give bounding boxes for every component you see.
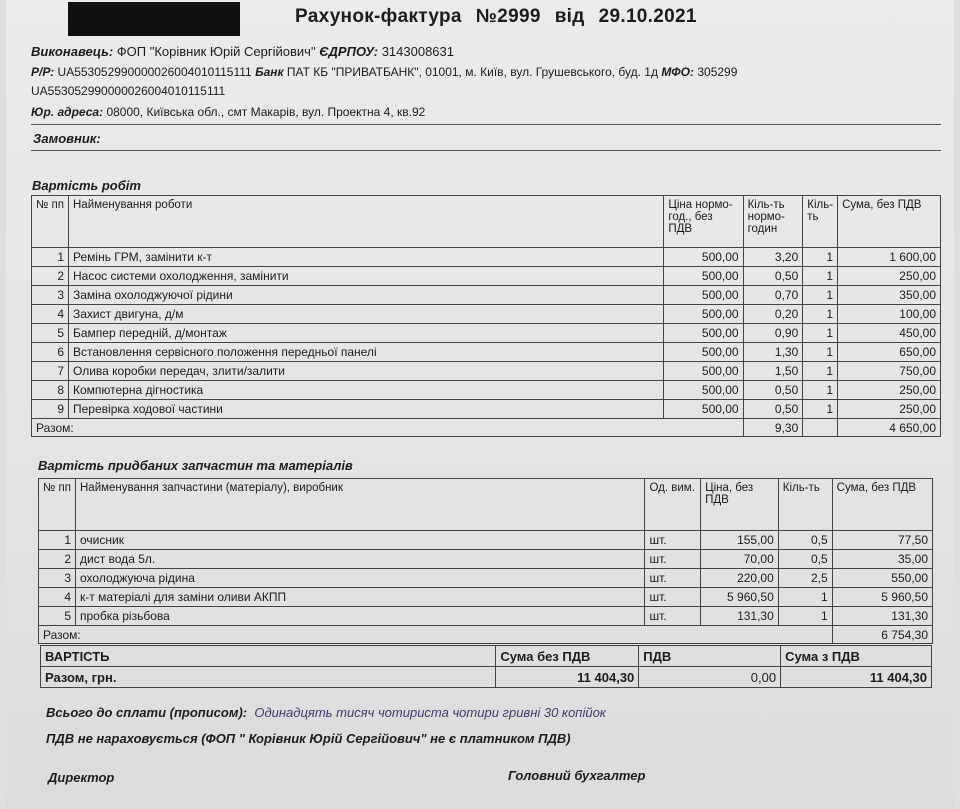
table-cell: Захист двигуна, д/м (69, 305, 664, 324)
table-cell: 131,30 (701, 607, 779, 626)
table-cell: 131,30 (832, 607, 932, 626)
table-row (39, 588, 933, 607)
table-cell: 500,00 (664, 305, 743, 324)
table-cell: 5 (39, 607, 76, 626)
table-cell: шт. (645, 531, 701, 550)
table-cell: 5 (32, 324, 69, 343)
table-row (39, 550, 933, 569)
table-cell: 500,00 (664, 324, 743, 343)
table-cell: 750,00 (838, 362, 941, 381)
table-cell: 0,50 (743, 400, 803, 419)
table-cell: 1 (803, 324, 838, 343)
table-cell: 70,00 (701, 550, 779, 569)
table-cell: дист вода 5л. (76, 550, 645, 569)
table-cell: 1 (803, 381, 838, 400)
col-sum: Сума, без ПДВ (838, 196, 941, 248)
director-label: Директор (48, 770, 115, 785)
account-line: UA553052990000026004010115111 (31, 84, 226, 98)
totals-header-row: ВАРТІСТЬ Сума без ПДВ ПДВ Сума з ПДВ (41, 646, 932, 667)
table-cell: 1 (803, 305, 838, 324)
table-cell: Встановлення сервісного положення передньої панелі (69, 343, 664, 362)
col-hours: Кіль-ть нормо-годин (743, 196, 803, 248)
table-row (32, 362, 941, 381)
table-cell: 1 (39, 531, 76, 550)
table-cell: шт. (645, 569, 701, 588)
table-row (32, 324, 941, 343)
table-row (39, 531, 933, 550)
table-cell: шт. (645, 550, 701, 569)
table-cell: 0,20 (743, 305, 803, 324)
table-cell: 0,5 (778, 550, 832, 569)
table-cell: 2 (32, 267, 69, 286)
col-price: Ціна нормо-год., без ПДВ (664, 196, 743, 248)
table-row (32, 381, 941, 400)
table-row (32, 267, 941, 286)
table-cell: к-т матеріалі для заміни оливи АКПП (76, 588, 645, 607)
table-cell: охолоджуюча рідина (76, 569, 645, 588)
table-cell: 2,5 (778, 569, 832, 588)
col-price: Ціна, без ПДВ (701, 479, 779, 531)
vat-note: ПДВ не нараховується (ФОП " Корівник Юрій Сергійович" не є платником ПДВ) (46, 731, 571, 746)
table-cell: 550,00 (832, 569, 932, 588)
table-cell: Заміна охолоджуючої рідини (69, 286, 664, 305)
table-cell: 1 (778, 607, 832, 626)
table-cell: 0,50 (743, 267, 803, 286)
table-cell: Насос системи охолодження, замінити (69, 267, 664, 286)
col-no: № пп (39, 479, 76, 531)
table-cell: Олива коробки передач, злити/залити (69, 362, 664, 381)
divider (31, 150, 941, 151)
table-cell: 77,50 (832, 531, 932, 550)
table-cell: 500,00 (664, 362, 743, 381)
table-cell: шт. (645, 607, 701, 626)
table-cell: 1 (778, 588, 832, 607)
table-cell: 3 (39, 569, 76, 588)
parts-total-row: Разом: 6 754,30 (39, 626, 933, 644)
table-cell: 155,00 (701, 531, 779, 550)
table-cell: 1 (803, 400, 838, 419)
table-cell: 1 (803, 343, 838, 362)
table-cell: 4 (39, 588, 76, 607)
executor-line: Виконавець: ФОП "Корівник Юрій Сергійович" ЄДРПОУ: 3143008631 (31, 44, 454, 59)
table-cell: 500,00 (664, 248, 743, 267)
table-cell: 6 (32, 343, 69, 362)
invoice-page (6, 0, 954, 809)
table-cell: 0,50 (743, 381, 803, 400)
table-row (39, 569, 933, 588)
table-cell: 5 960,50 (832, 588, 932, 607)
table-cell: 35,00 (832, 550, 932, 569)
table-cell: 7 (32, 362, 69, 381)
works-title: Вартість робіт (32, 178, 141, 193)
totals-value-row: Разом, грн. 11 404,30 0,00 11 404,30 (41, 667, 932, 688)
table-cell: 5 960,50 (701, 588, 779, 607)
table-cell: очисник (76, 531, 645, 550)
table-cell: 3,20 (743, 248, 803, 267)
table-cell: 1 (803, 362, 838, 381)
col-no: № пп (32, 196, 69, 248)
works-total-row: Разом: 9,30 4 650,00 (32, 419, 941, 437)
table-cell: 1,50 (743, 362, 803, 381)
table-cell: 1 (32, 248, 69, 267)
table-cell: 650,00 (838, 343, 941, 362)
table-cell: 500,00 (664, 286, 743, 305)
redacted-block (68, 2, 240, 36)
col-name: Найменування роботи (69, 196, 664, 248)
table-cell: 0,5 (778, 531, 832, 550)
table-cell: 250,00 (838, 400, 941, 419)
col-qty: Кіль-ть (803, 196, 838, 248)
table-cell: шт. (645, 588, 701, 607)
table-row (32, 286, 941, 305)
table-cell: 0,90 (743, 324, 803, 343)
table-cell: 0,70 (743, 286, 803, 305)
table-row (32, 400, 941, 419)
customer-label: Замовник: (33, 131, 101, 146)
table-cell: 9 (32, 400, 69, 419)
table-row (32, 343, 941, 362)
table-cell: Бампер передній, д/монтаж (69, 324, 664, 343)
table-cell: 1 600,00 (838, 248, 941, 267)
works-table (31, 195, 941, 437)
accountant-label: Головний бухгалтер (508, 768, 646, 783)
table-row (39, 607, 933, 626)
page-title: Рахунок-фактура №2999 від 29.10.2021 (295, 6, 697, 27)
table-cell: 4 (32, 305, 69, 324)
works-header-row (32, 196, 941, 248)
table-row (32, 248, 941, 267)
table-cell: 1,30 (743, 343, 803, 362)
col-qty: Кіль-ть (778, 479, 832, 531)
col-name: Найменування запчастини (матеріалу), виробник (76, 479, 645, 531)
address-line: Юр. адреса: 08000, Київська обл., смт Макарів, вул. Проектна 4, кв.92 (31, 105, 426, 119)
table-cell: 1 (803, 286, 838, 305)
table-cell: 250,00 (838, 381, 941, 400)
parts-header-row (39, 479, 933, 531)
table-cell: 450,00 (838, 324, 941, 343)
table-cell: 3 (32, 286, 69, 305)
table-cell: Перевірка ходової частини (69, 400, 664, 419)
table-cell: 250,00 (838, 267, 941, 286)
parts-table (38, 478, 933, 644)
table-cell: 2 (39, 550, 76, 569)
table-cell: пробка різьбова (76, 607, 645, 626)
bank-line: Р/Р: UA553052990000026004010115111 Банк ПАТ КБ "ПРИВАТБАНК", 01001, м. Київ, вул. Грушевського, буд. 1д МФО: 305299 (31, 65, 738, 79)
col-unit: Од. вим. (645, 479, 701, 531)
table-cell: 500,00 (664, 343, 743, 362)
table-cell: 100,00 (838, 305, 941, 324)
table-cell: Ремінь ГРМ, замінити к-т (69, 248, 664, 267)
table-row (32, 305, 941, 324)
col-sum: Сума, без ПДВ (832, 479, 932, 531)
table-cell: Компютерна дігностика (69, 381, 664, 400)
amount-in-words: Всього до сплати (прописом): Одинадцять тисяч чотириста чотири гривні 30 копійок (46, 705, 606, 720)
table-cell: 1 (803, 267, 838, 286)
table-cell: 220,00 (701, 569, 779, 588)
parts-title: Вартість придбаних запчастин та матеріалів (38, 458, 353, 473)
table-cell: 500,00 (664, 267, 743, 286)
table-cell: 8 (32, 381, 69, 400)
table-cell: 500,00 (664, 400, 743, 419)
divider (31, 124, 941, 125)
table-cell: 1 (803, 248, 838, 267)
totals-table (40, 645, 932, 688)
table-cell: 500,00 (664, 381, 743, 400)
table-cell: 350,00 (838, 286, 941, 305)
